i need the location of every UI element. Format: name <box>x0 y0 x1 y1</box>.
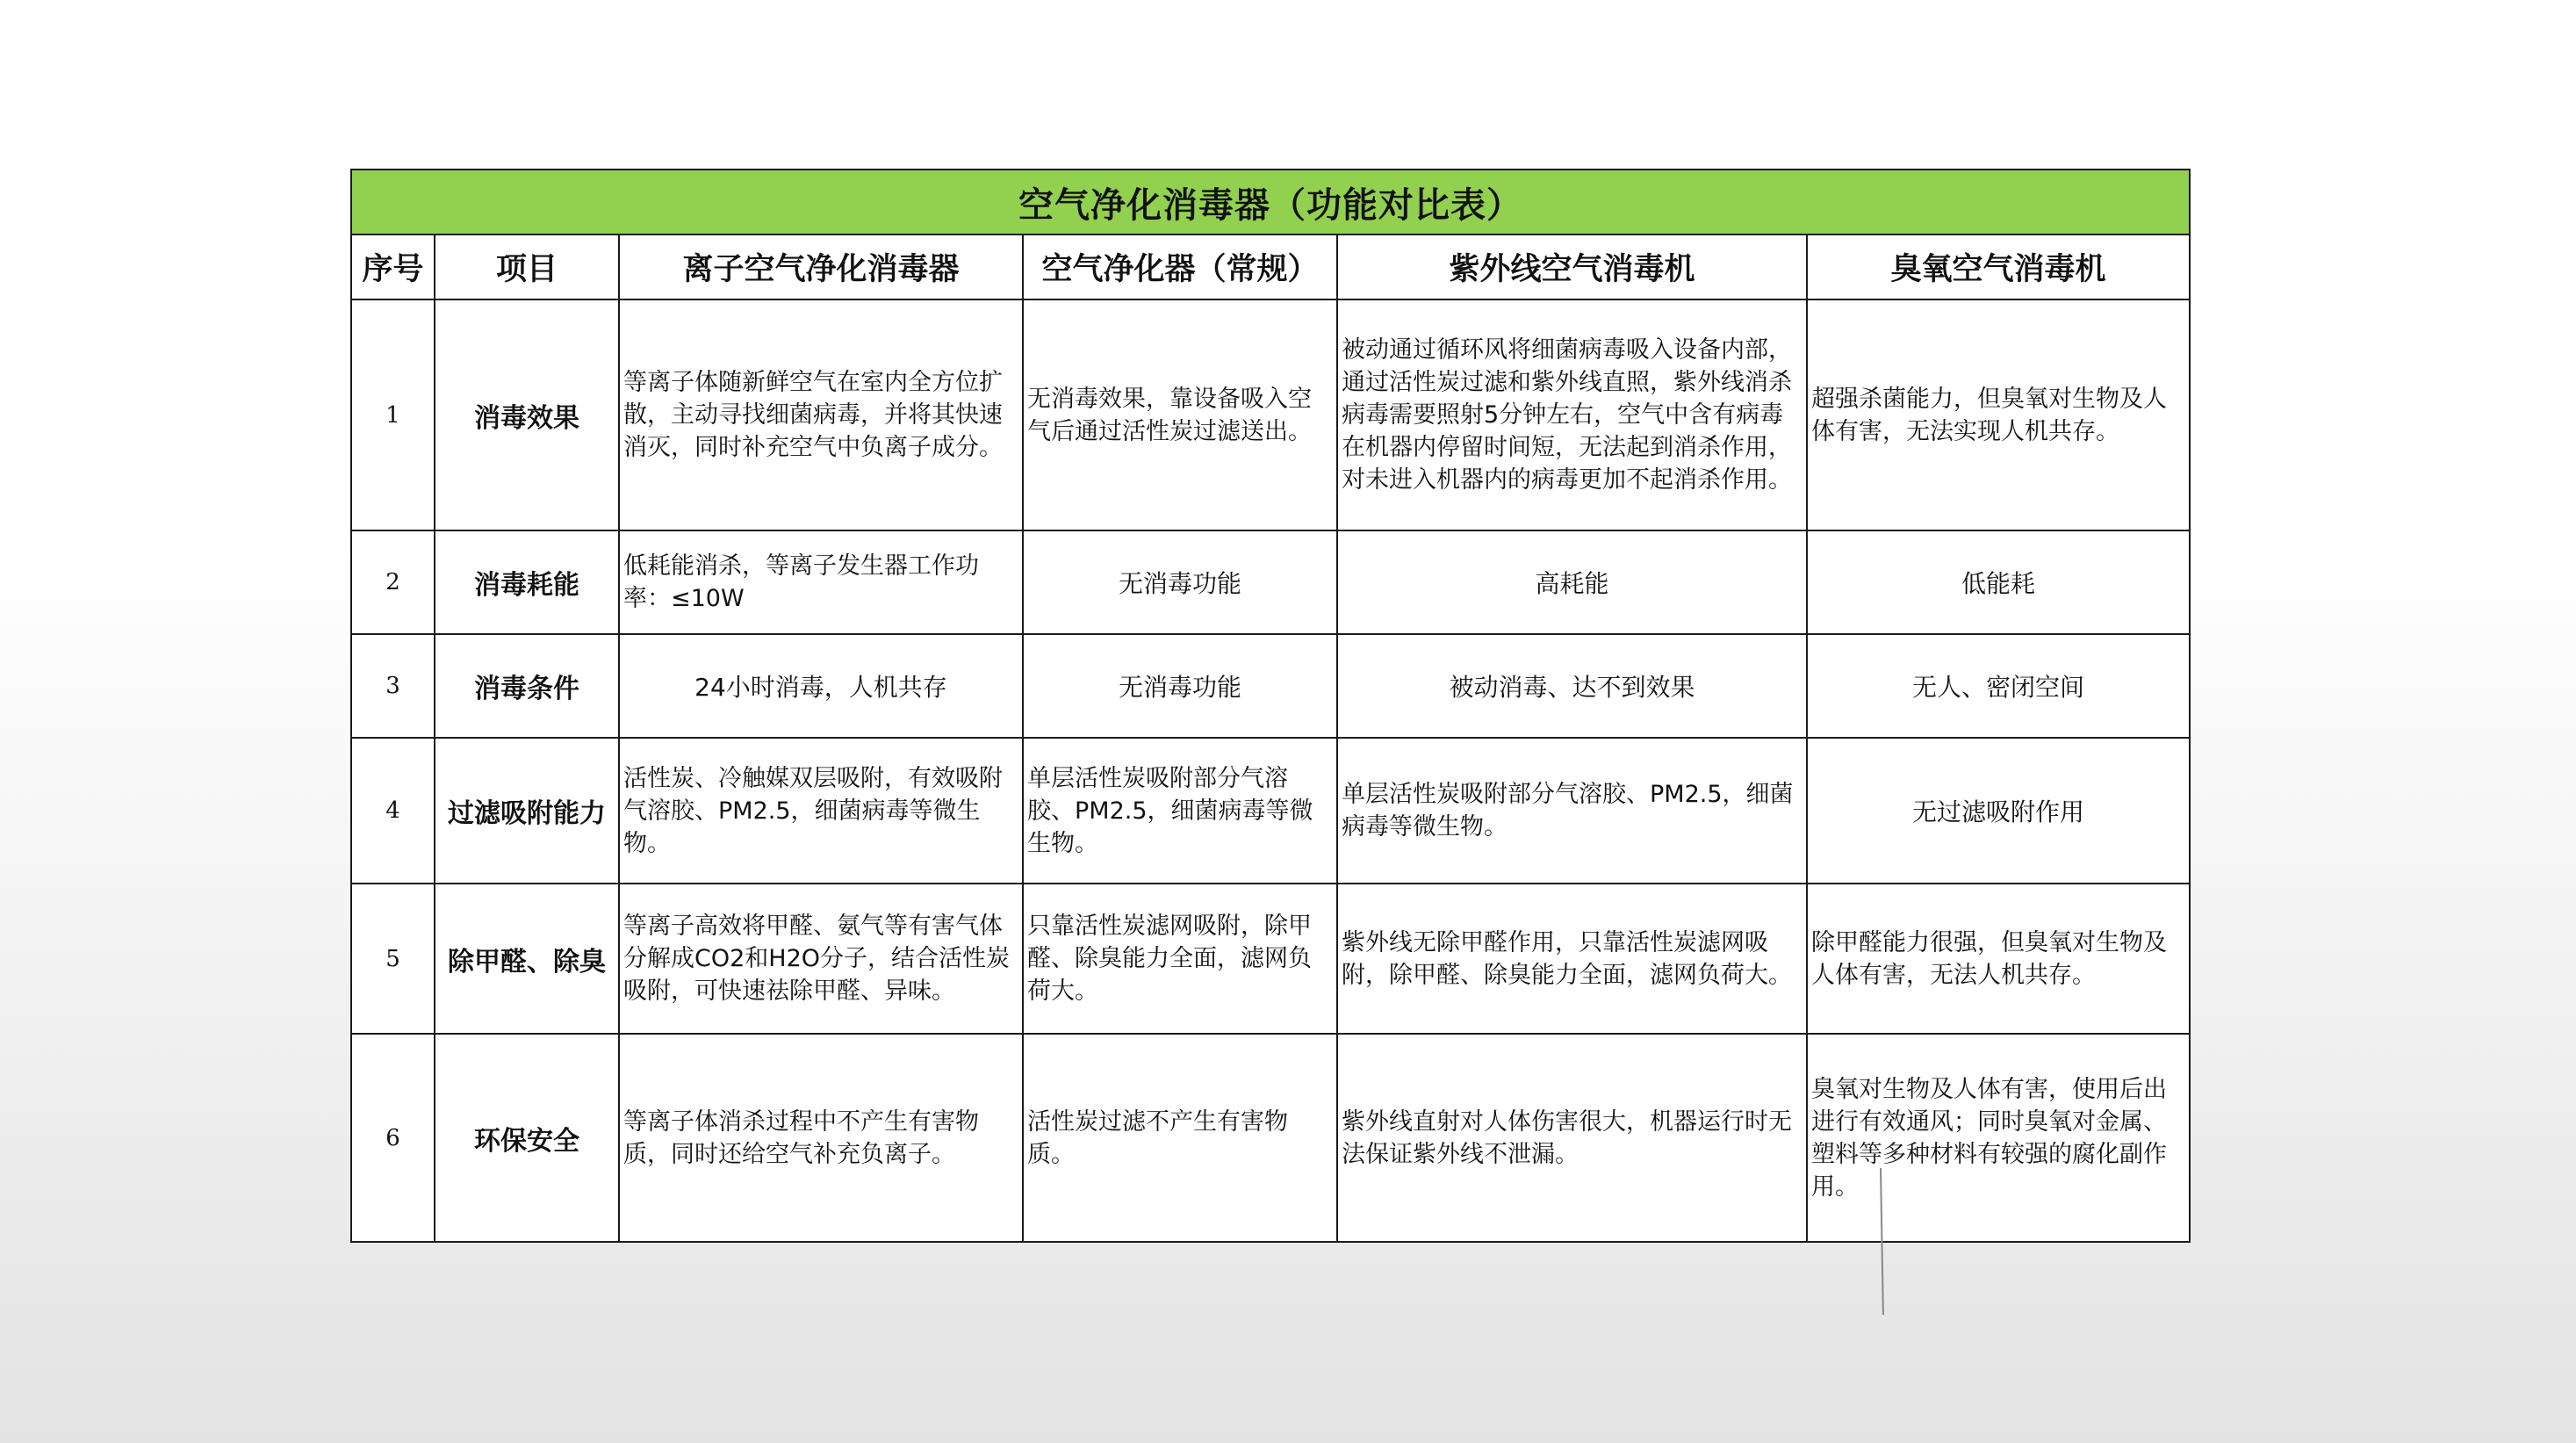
table-row <box>351 530 2190 634</box>
row-item: 消毒效果 <box>435 299 619 530</box>
table-row <box>351 1034 2190 1242</box>
row-item: 环保安全 <box>435 1034 619 1242</box>
cell-ion: 活性炭、冷触媒双层吸附，有效吸附气溶胶、PM2.5，细菌病毒等微生物。 <box>619 738 1023 884</box>
cell-purifier: 活性炭过滤不产生有害物质。 <box>1023 1034 1337 1242</box>
table-row <box>351 884 2190 1034</box>
cell-ozone: 除甲醛能力很强，但臭氧对生物及人体有害，无法人机共存。 <box>1807 884 2190 1034</box>
cell-ozone: 无过滤吸附作用 <box>1807 738 2190 884</box>
row-number: 6 <box>351 1034 435 1242</box>
row-item: 过滤吸附能力 <box>435 738 619 884</box>
row-item: 除甲醛、除臭 <box>435 884 619 1034</box>
cell-ozone: 低能耗 <box>1807 530 2190 634</box>
table-row <box>351 634 2190 738</box>
cell-ozone: 超强杀菌能力，但臭氧对生物及人体有害，无法实现人机共存。 <box>1807 299 2190 530</box>
cell-ozone: 臭氧对生物及人体有害，使用后出进行有效通风；同时臭氧对金属、塑料等多种材料有较强的腐化副作用。 <box>1807 1034 2190 1242</box>
cell-uv: 单层活性炭吸附部分气溶胶、PM2.5，细菌病毒等微生物。 <box>1337 738 1807 884</box>
row-item: 消毒条件 <box>435 634 619 738</box>
cell-ion: 等离子体消杀过程中不产生有害物质，同时还给空气补充负离子。 <box>619 1034 1023 1242</box>
row-number: 3 <box>351 634 435 738</box>
cell-uv: 被动消毒、达不到效果 <box>1337 634 1807 738</box>
cell-ion: 24小时消毒，人机共存 <box>619 634 1023 738</box>
row-number: 2 <box>351 530 435 634</box>
header-row <box>351 234 2190 299</box>
cell-ion: 等离子体随新鲜空气在室内全方位扩散，主动寻找细菌病毒，并将其快速消灭，同时补充空气中负离子成分。 <box>619 299 1023 530</box>
cell-uv: 紫外线无除甲醛作用，只靠活性炭滤网吸附，除甲醛、除臭能力全面，滤网负荷大。 <box>1337 884 1807 1034</box>
header-number: 序号 <box>351 234 435 299</box>
cell-uv: 紫外线直射对人体伤害很大，机器运行时无法保证紫外线不泄漏。 <box>1337 1034 1807 1242</box>
cell-ozone: 无人、密闭空间 <box>1807 634 2190 738</box>
table-row <box>351 738 2190 884</box>
cell-purifier: 无消毒功能 <box>1023 634 1337 738</box>
row-item: 消毒耗能 <box>435 530 619 634</box>
cell-purifier: 只靠活性炭滤网吸附，除甲醛、除臭能力全面，滤网负荷大。 <box>1023 884 1337 1034</box>
row-number: 1 <box>351 299 435 530</box>
cell-purifier: 无消毒功能 <box>1023 530 1337 634</box>
header-ozone-disinfector: 臭氧空气消毒机 <box>1807 234 2190 299</box>
cell-ion: 等离子高效将甲醛、氨气等有害气体分解成CO2和H2O分子，结合活性炭吸附，可快速祛除甲醛、异味。 <box>619 884 1023 1034</box>
cell-purifier: 单层活性炭吸附部分气溶胶、PM2.5，细菌病毒等微生物。 <box>1023 738 1337 884</box>
cell-uv: 高耗能 <box>1337 530 1807 634</box>
row-number: 5 <box>351 884 435 1034</box>
comparison-table <box>350 169 2191 1243</box>
cell-purifier: 无消毒效果，靠设备吸入空气后通过活性炭过滤送出。 <box>1023 299 1337 530</box>
cell-uv: 被动通过循环风将细菌病毒吸入设备内部，通过活性炭过滤和紫外线直照，紫外线消杀病毒需要照射5分钟左右，空气中含有病毒在机器内停留时间短，无法起到消杀作用，对未进入机器内的病毒更加不起消杀作用。 <box>1337 299 1807 530</box>
header-regular-purifier: 空气净化器（常规） <box>1023 234 1337 299</box>
header-uv-disinfector: 紫外线空气消毒机 <box>1337 234 1807 299</box>
header-ion-purifier: 离子空气净化消毒器 <box>619 234 1023 299</box>
row-number: 4 <box>351 738 435 884</box>
header-item: 项目 <box>435 234 619 299</box>
table-row <box>351 299 2190 530</box>
cell-ion: 低耗能消杀，等离子发生器工作功率：≤10W <box>619 530 1023 634</box>
table-title: 空气净化消毒器（功能对比表） <box>351 170 2190 234</box>
